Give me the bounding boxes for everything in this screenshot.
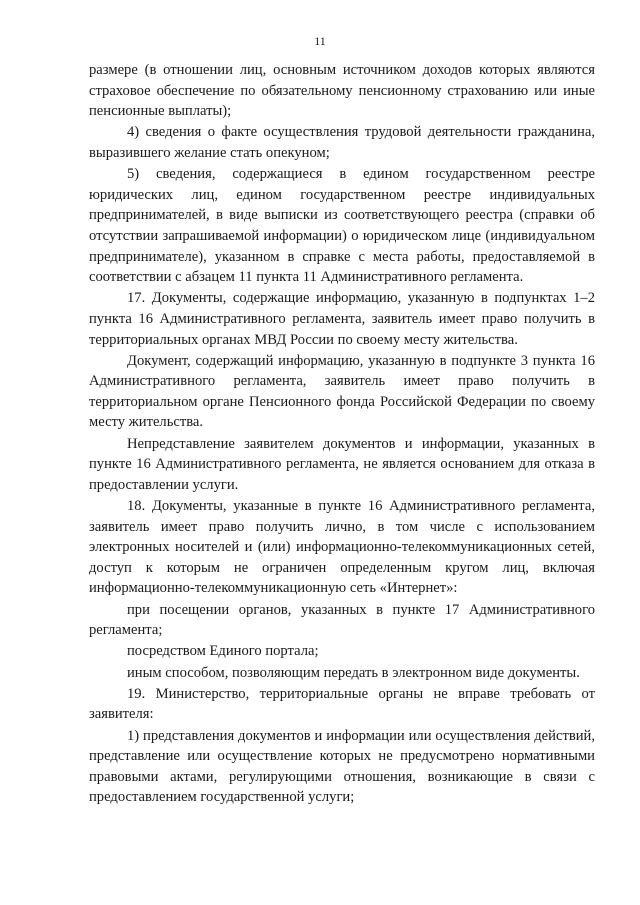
page-number: 11 xyxy=(314,34,326,48)
paragraph-item-5: 5) сведения, содержащиеся в едином государственном реестре юридических лиц, едином государственном реестре индивидуальных предпринимателей, в виде выписки из соответствующего реестра (справки об отсутствии запрашиваемой информации) о юридическом лице (индивидуальном предпринимателе), указанном в справке с места работы, предоставляемой в соответствии с абзацем 11 пункта 11 Административного регламента. xyxy=(89,166,595,286)
paragraph-section-18: 18. Документы, указанные в пункте 16 Административного регламента, заявитель имеет право получить лично, в том числе с использованием электронных носителей и (или) информационно-телекоммуникационных сетей, доступ к которым не ограничен определенным кругом лиц, включая информационно-телекоммуникационную сеть «Интернет»: xyxy=(89,498,595,597)
paragraph-visit-option: при посещении органов, указанных в пункте 17 Административного регламента; xyxy=(89,601,595,639)
document-body xyxy=(89,60,595,809)
paragraph-document-pension: Документ, содержащий информацию, указанную в подпункте 3 пункта 16 Административного регламента, заявитель имеет право получить в территориальном органе Пенсионного фонда Российской Федерации по своему месту жительства. xyxy=(89,352,595,431)
paragraph-portal-option: посредством Единого портала; xyxy=(127,643,319,660)
paragraph-other-option: иным способом, позволяющим передать в электронном виде документы. xyxy=(127,664,580,681)
paragraph-item-19-1: 1) представления документов и информации или осуществления действий, представление или осуществление которых не предусмотрено нормативными правовыми актами, регулирующими отношения, возникающие в связи с предоставлением государственной услуги; xyxy=(89,727,595,806)
paragraph-section-17: 17. Документы, содержащие информацию, указанную в подпунктах 1–2 пункта 16 Административного регламента, заявитель имеет право получить в территориальных органах МВД России по своему месту жительства. xyxy=(89,290,595,348)
paragraph-item-4: 4) сведения о факте осуществления трудовой деятельности гражданина, выразившего желание стать опекуном; xyxy=(89,124,595,161)
paragraph-non-submission: Непредставление заявителем документов и информации, указанных в пункте 16 Административного регламента, не является основанием для отказа в предоставлении услуги. xyxy=(89,435,595,493)
paragraph-continuation: размере (в отношении лиц, основным источником доходов которых являются страховое обеспечение по обязательному пенсионному страхованию или иные пенсионные выплаты); xyxy=(89,62,595,120)
paragraph-section-19: 19. Министерство, территориальные органы не вправе требовать от заявителя: xyxy=(89,685,595,723)
